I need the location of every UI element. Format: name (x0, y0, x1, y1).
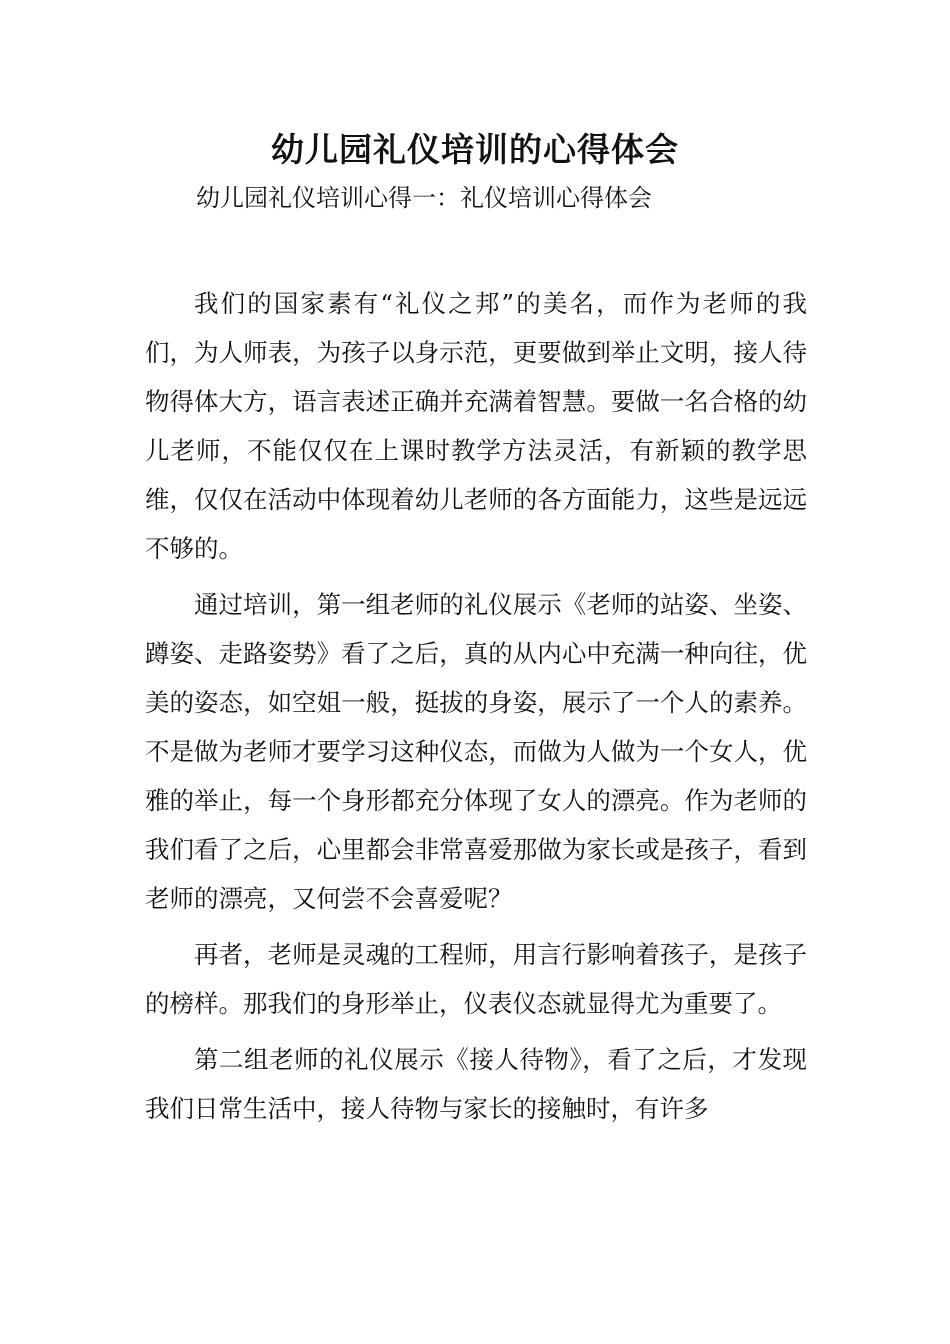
document-title: 幼儿园礼仪培训的心得体会 (271, 130, 679, 169)
document-subtitle: 幼儿园礼仪培训心得一：礼仪培训心得体会 (196, 184, 652, 212)
paragraph: 通过培训，第一组老师的礼仪展示《老师的站姿、坐姿、蹲姿、走路姿势》看了之后，真的从内心中充满一种向往，优美的姿态，如空姐一般，挺拔的身姿，展示了一个人的素养。不是做为老师才要学习这种仪态，而做为人做为一个女人，优雅的举止，每一个身形都充分体现了女人的漂亮。作为老师的我们看了之后，心里都会非常喜爱那做为家长或是孩子，看到老师的漂亮，又何尝不会喜爱呢？ (145, 590, 807, 913)
paragraph: 再者，老师是灵魂的工程师，用言行影响着孩子，是孩子的榜样。那我们的身形举止，仪表仪态就显得尤为重要了。 (145, 940, 807, 1018)
paragraph: 第二组老师的礼仪展示《接人待物》，看了之后，才发现我们日常生活中，接人待物与家长的接触时，有许多 (145, 1045, 807, 1123)
document-body (145, 279, 807, 1140)
paragraph: 我们的国家素有“礼仪之邦”的美名，而作为老师的我们，为人师表，为孩子以身示范，更要做到举止文明，接人待物得体大方，语言表述正确并充满着智慧。要做一名合格的幼儿老师，不能仅仅在上课时教学方法灵活，有新颖的教学思维，仅仅在活动中体现着幼儿老师的各方面能力，这些是远远不够的。 (145, 289, 807, 563)
